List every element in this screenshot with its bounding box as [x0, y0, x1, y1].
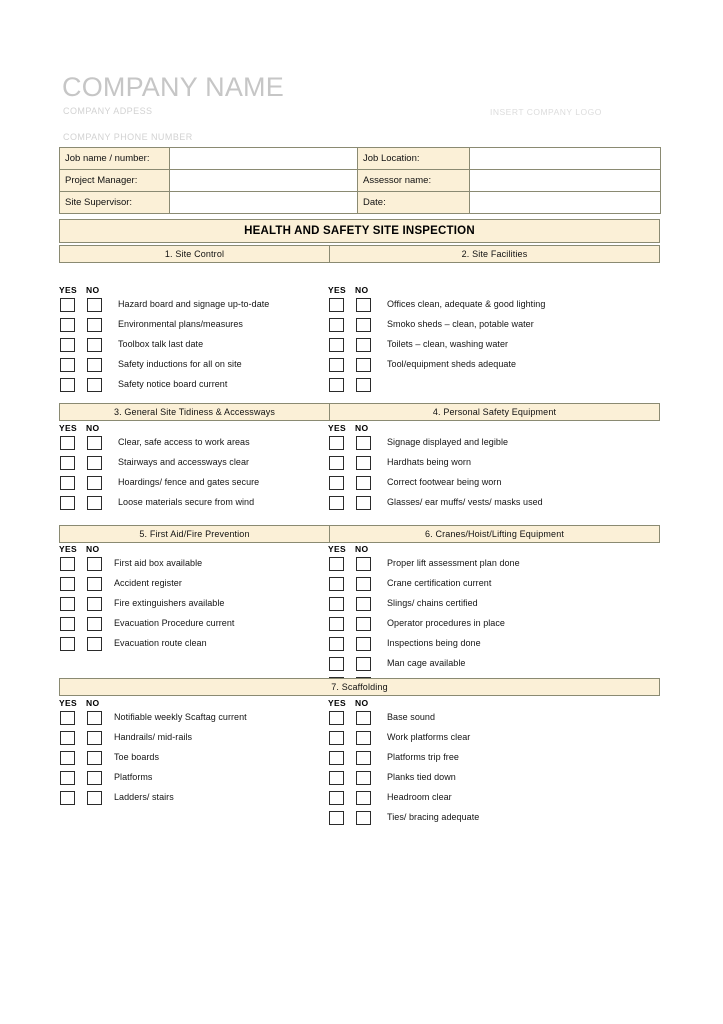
- checkbox-yes[interactable]: [329, 751, 344, 765]
- checkbox-no[interactable]: [356, 318, 371, 332]
- list-item-label: Operator procedures in place: [387, 618, 505, 628]
- checkbox-yes[interactable]: [329, 577, 344, 591]
- checkbox-yes[interactable]: [329, 617, 344, 631]
- list-item-label: Headroom clear: [387, 792, 452, 802]
- list-item: [328, 376, 668, 396]
- checkbox-yes[interactable]: [60, 597, 75, 611]
- list-item-label: Toilets – clean, washing water: [387, 339, 509, 349]
- list-item-label: Stairways and accessways clear: [118, 457, 250, 467]
- checkbox-no[interactable]: [87, 476, 102, 490]
- list-item-label: Ties/ bracing adequate: [387, 812, 480, 822]
- checkbox-no[interactable]: [356, 557, 371, 571]
- section-header-site-facilities: 2. Site Facilities: [330, 245, 660, 263]
- list-item-label: Proper lift assessment plan done: [387, 558, 520, 568]
- list-item: [328, 709, 668, 729]
- list-item-label: Toolbox talk last date: [118, 339, 204, 349]
- no-column-label: NO: [355, 544, 369, 554]
- checkbox-yes[interactable]: [329, 496, 344, 510]
- checkbox-no[interactable]: [356, 456, 371, 470]
- checkbox-yes[interactable]: [329, 338, 344, 352]
- checkbox-yes[interactable]: [329, 298, 344, 312]
- company-logo-placeholder: INSERT COMPANY LOGO: [490, 107, 602, 117]
- no-column-label: NO: [86, 423, 100, 433]
- checkbox-yes[interactable]: [60, 791, 75, 805]
- checkbox-yes[interactable]: [329, 811, 344, 825]
- checkbox-yes[interactable]: [60, 456, 75, 470]
- list-item: [328, 749, 668, 769]
- checkbox-no[interactable]: [356, 436, 371, 450]
- list-item: [328, 336, 668, 356]
- site-supervisor-label: Site Supervisor:: [60, 192, 170, 214]
- checkbox-yes[interactable]: [329, 711, 344, 725]
- list-item: [328, 494, 668, 514]
- checkbox-no[interactable]: [356, 657, 371, 671]
- list-item-label: Offices clean, adequate & good lighting: [387, 299, 546, 309]
- checklist-block-personal-safety-equipment: [328, 423, 668, 514]
- yes-no-header: [328, 698, 668, 709]
- checkbox-no[interactable]: [87, 637, 102, 651]
- checkbox-yes[interactable]: [60, 751, 75, 765]
- section-header-personal-safety-equipment: 4. Personal Safety Equipment: [330, 403, 660, 421]
- list-item: [328, 655, 668, 675]
- checkbox-no[interactable]: [356, 298, 371, 312]
- checkbox-no[interactable]: [356, 617, 371, 631]
- list-item: [328, 789, 668, 809]
- section-band-row-3: [59, 525, 660, 543]
- checkbox-no[interactable]: [356, 476, 371, 490]
- checkbox-no[interactable]: [87, 617, 102, 631]
- list-item-label: Crane certification current: [387, 578, 492, 588]
- list-item: [328, 296, 668, 316]
- list-item-label: Toe boards: [114, 752, 160, 762]
- list-item-label: Safety notice board current: [118, 379, 228, 389]
- no-column-label: NO: [86, 285, 100, 295]
- yes-column-label: YES: [328, 423, 346, 433]
- job-location-field[interactable]: [470, 148, 661, 170]
- checkbox-yes[interactable]: [60, 298, 75, 312]
- list-item: [328, 595, 668, 615]
- checkbox-no[interactable]: [356, 597, 371, 611]
- yes-column-label: YES: [328, 285, 346, 295]
- no-column-label: NO: [86, 698, 100, 708]
- checkbox-yes[interactable]: [329, 791, 344, 805]
- checkbox-no[interactable]: [87, 436, 102, 450]
- checklist-block-site-facilities: [328, 285, 668, 396]
- section-header-general-site-tidiness: 3. General Site Tidiness & Accessways: [59, 403, 330, 421]
- list-item-label: Evacuation route clean: [114, 638, 207, 648]
- checkbox-yes[interactable]: [60, 731, 75, 745]
- list-item-label: Hardhats being worn: [387, 457, 471, 467]
- date-field[interactable]: [470, 192, 661, 214]
- yes-column-label: YES: [59, 423, 77, 433]
- checkbox-no[interactable]: [356, 338, 371, 352]
- company-phone-number: COMPANY PHONE NUMBER: [63, 132, 193, 142]
- list-item: [328, 809, 668, 829]
- checkbox-no[interactable]: [356, 791, 371, 805]
- list-item: [328, 769, 668, 789]
- list-item-label: Clear, safe access to work areas: [118, 437, 250, 447]
- assessor-name-field[interactable]: [470, 170, 661, 192]
- checkbox-yes[interactable]: [329, 476, 344, 490]
- checkbox-no[interactable]: [356, 496, 371, 510]
- checkbox-no[interactable]: [87, 731, 102, 745]
- company-name: COMPANY NAME: [62, 72, 284, 102]
- checkbox-no[interactable]: [87, 597, 102, 611]
- list-item-label: Loose materials secure from wind: [118, 497, 255, 507]
- checkbox-no[interactable]: [356, 378, 371, 392]
- list-item: [328, 555, 668, 575]
- company-address: COMPANY ADPESS: [63, 106, 153, 116]
- list-item-label: Planks tied down: [387, 772, 456, 782]
- checkbox-yes[interactable]: [329, 657, 344, 671]
- checklist-block-scaffolding-right: [328, 698, 668, 829]
- checkbox-yes[interactable]: [60, 496, 75, 510]
- checkbox-no[interactable]: [87, 751, 102, 765]
- list-item-label: Signage displayed and legible: [387, 437, 509, 447]
- list-item-label: Fire extinguishers available: [114, 598, 225, 608]
- checkbox-no[interactable]: [356, 731, 371, 745]
- checkbox-yes[interactable]: [329, 378, 344, 392]
- checkbox-no[interactable]: [356, 577, 371, 591]
- yes-column-label: YES: [328, 544, 346, 554]
- yes-no-header: [328, 544, 668, 555]
- list-item-label: Man cage available: [387, 658, 466, 668]
- checkbox-yes[interactable]: [329, 318, 344, 332]
- yes-no-header: [328, 285, 668, 296]
- checkbox-no[interactable]: [87, 791, 102, 805]
- list-item: [328, 474, 668, 494]
- list-item-label: Evacuation Procedure current: [114, 618, 235, 628]
- no-column-label: NO: [86, 544, 100, 554]
- list-item: [328, 434, 668, 454]
- no-column-label: NO: [355, 423, 369, 433]
- checkbox-yes[interactable]: [60, 771, 75, 785]
- list-item-label: Base sound: [387, 712, 436, 722]
- checkbox-yes[interactable]: [329, 597, 344, 611]
- checkbox-yes[interactable]: [329, 358, 344, 372]
- list-item-label: Work platforms clear: [387, 732, 471, 742]
- yes-column-label: YES: [328, 698, 346, 708]
- checkbox-yes[interactable]: [329, 771, 344, 785]
- list-item-label: Ladders/ stairs: [114, 792, 174, 802]
- checkbox-yes[interactable]: [329, 731, 344, 745]
- checkbox-yes[interactable]: [329, 436, 344, 450]
- checkbox-yes[interactable]: [60, 476, 75, 490]
- checkbox-no[interactable]: [87, 557, 102, 571]
- no-column-label: NO: [355, 698, 369, 708]
- checkbox-no[interactable]: [356, 711, 371, 725]
- no-column-label: NO: [355, 285, 369, 295]
- list-item-label: Smoko sheds – clean, potable water: [387, 319, 534, 329]
- table-row: [60, 148, 661, 170]
- assessor-name-label: Assessor name:: [358, 170, 470, 192]
- list-item-label: Slings/ chains certified: [387, 598, 478, 608]
- table-row: [60, 192, 661, 214]
- list-item-label: Hoardings/ fence and gates secure: [118, 477, 260, 487]
- checkbox-no[interactable]: [87, 318, 102, 332]
- list-item: [328, 575, 668, 595]
- list-item: [328, 615, 668, 635]
- list-item-label: Environmental plans/measures: [118, 319, 243, 329]
- list-item-label: Platforms trip free: [387, 752, 459, 762]
- checkbox-yes[interactable]: [60, 358, 75, 372]
- checkbox-no[interactable]: [356, 358, 371, 372]
- checkbox-no[interactable]: [356, 637, 371, 651]
- list-item-label: Handrails/ mid-rails: [114, 732, 193, 742]
- list-item-label: Glasses/ ear muffs/ vests/ masks used: [387, 497, 543, 507]
- section-header-cranes-hoist-lifting: 6. Cranes/Hoist/Lifting Equipment: [330, 525, 660, 543]
- checkbox-yes[interactable]: [60, 617, 75, 631]
- yes-no-header: [328, 423, 668, 434]
- checkbox-yes[interactable]: [60, 436, 75, 450]
- checkbox-no[interactable]: [87, 577, 102, 591]
- list-item: [328, 316, 668, 336]
- site-supervisor-field[interactable]: [170, 192, 358, 214]
- project-manager-label: Project Manager:: [60, 170, 170, 192]
- table-row: [60, 170, 661, 192]
- checkbox-yes[interactable]: [60, 378, 75, 392]
- list-item-label: First aid box available: [114, 558, 203, 568]
- checklist-block-cranes-hoist-lifting: [328, 544, 668, 695]
- checkbox-yes[interactable]: [60, 338, 75, 352]
- checkbox-yes[interactable]: [329, 557, 344, 571]
- checkbox-yes[interactable]: [60, 318, 75, 332]
- list-item-label: Correct footwear being worn: [387, 477, 502, 487]
- checkbox-yes[interactable]: [329, 456, 344, 470]
- checkbox-no[interactable]: [356, 771, 371, 785]
- list-item: [328, 356, 668, 376]
- letterhead: [62, 72, 662, 150]
- section-header-scaffolding: 7. Scaffolding: [59, 678, 660, 696]
- checkbox-no[interactable]: [87, 298, 102, 312]
- list-item: [328, 635, 668, 655]
- section-header-first-aid-fire-prevention: 5. First Aid/Fire Prevention: [59, 525, 330, 543]
- checkbox-yes[interactable]: [60, 577, 75, 591]
- list-item-label: Tool/equipment sheds adequate: [387, 359, 517, 369]
- list-item-label: Safety inductions for all on site: [118, 359, 242, 369]
- section-header-site-control: 1. Site Control: [59, 245, 330, 263]
- list-item-label: Inspections being done: [387, 638, 481, 648]
- job-name-field[interactable]: [170, 148, 358, 170]
- checkbox-no[interactable]: [356, 751, 371, 765]
- section-band-row-4: [59, 678, 660, 696]
- section-band-row-1: [59, 245, 660, 263]
- list-item-label: Notifiable weekly Scaftag current: [114, 712, 247, 722]
- project-manager-field[interactable]: [170, 170, 358, 192]
- checkbox-yes[interactable]: [60, 711, 75, 725]
- section-band-row-2: [59, 403, 660, 421]
- checkbox-no[interactable]: [87, 378, 102, 392]
- job-info-table: [59, 147, 661, 214]
- list-item-label: Accident register: [114, 578, 182, 588]
- checkbox-no[interactable]: [87, 456, 102, 470]
- list-item-label: Hazard board and signage up-to-date: [118, 299, 270, 309]
- checkbox-no[interactable]: [87, 771, 102, 785]
- job-name-label: Job name / number:: [60, 148, 170, 170]
- checkbox-yes[interactable]: [60, 557, 75, 571]
- job-location-label: Job Location:: [358, 148, 470, 170]
- checkbox-no[interactable]: [356, 811, 371, 825]
- checkbox-no[interactable]: [87, 358, 102, 372]
- checkbox-no[interactable]: [87, 496, 102, 510]
- form-title-banner: HEALTH AND SAFETY SITE INSPECTION: [59, 219, 660, 243]
- yes-column-label: YES: [59, 285, 77, 295]
- yes-column-label: YES: [59, 698, 77, 708]
- checkbox-no[interactable]: [87, 711, 102, 725]
- date-label: Date:: [358, 192, 470, 214]
- checkbox-yes[interactable]: [60, 637, 75, 651]
- checkbox-yes[interactable]: [329, 637, 344, 651]
- list-item: [328, 454, 668, 474]
- checkbox-no[interactable]: [87, 338, 102, 352]
- yes-column-label: YES: [59, 544, 77, 554]
- list-item: [328, 729, 668, 749]
- list-item-label: Platforms: [114, 772, 153, 782]
